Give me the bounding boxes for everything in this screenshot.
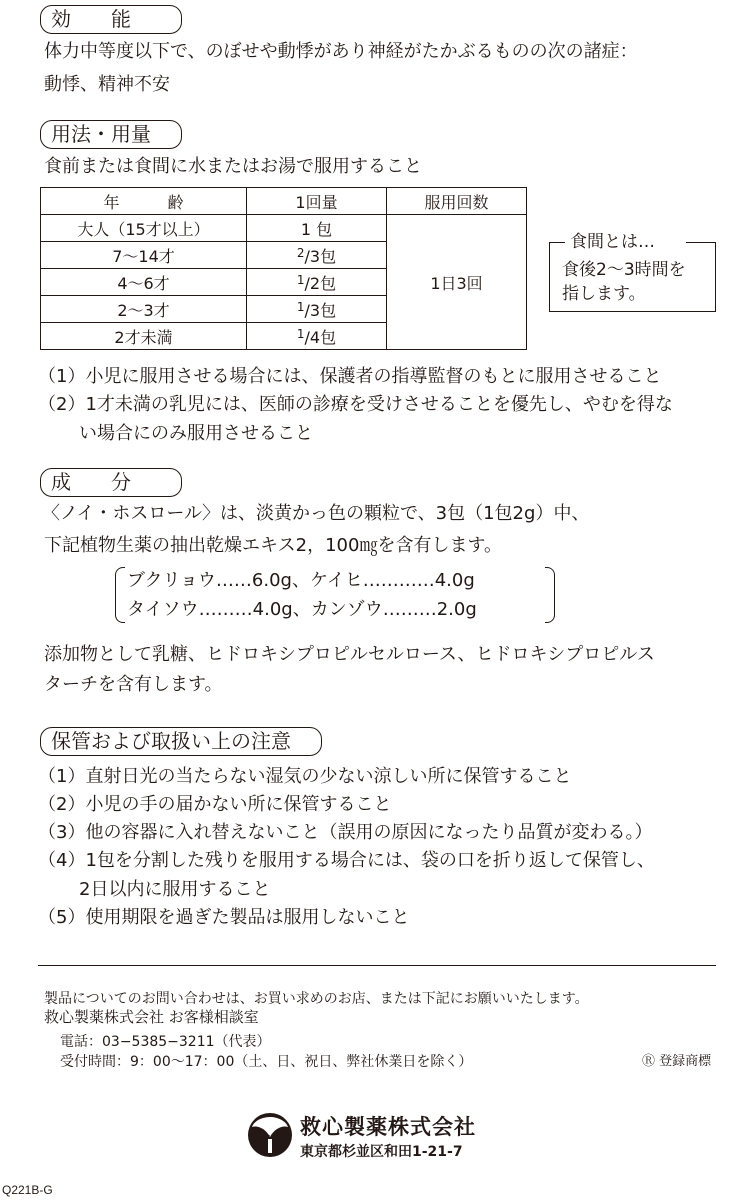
contact-intro: 製品についてのお問い合わせは、お買い求めのお店、または下記にお願いいたします。 — [44, 991, 589, 1007]
storage-item-1: （1）直射日光の当たらない湿気の少ない涼しい所に保管すること — [38, 766, 572, 787]
table-cell-dose: $^1$/2包 — [247, 269, 387, 296]
dosage-table — [40, 187, 527, 350]
table-cell-frequency: 1日3回 — [387, 215, 527, 350]
fraction-denominator: 4包 — [309, 327, 337, 347]
table-cell-age: 2～3才 — [41, 296, 247, 323]
product-code: Q221B-G — [2, 1183, 53, 1197]
storage-item-5: （5）使用期限を過ぎた製品は服用しないこと — [38, 907, 410, 928]
fraction-numerator: 2 — [296, 245, 305, 260]
fraction-denominator: 3包 — [309, 300, 337, 320]
table-header-dose: 1回量 — [247, 188, 387, 215]
storage-item-4: （4）1包を分割した残りを服用する場合には、袋の口を折り返して保管し、 — [38, 850, 655, 871]
bracket-right — [545, 567, 555, 623]
usage-intro-text: 食前または食間に水またはお湯で服用すること — [44, 156, 422, 177]
note-text-line2: 指します。 — [562, 284, 646, 304]
ingredients-text-line2: 下記植物生薬の抽出乾燥エキス2，100㎎を含有します。 — [44, 535, 503, 556]
table-header-age: 年 齢 — [41, 188, 247, 215]
table-cell-dose: $^1$/4包 — [247, 323, 387, 350]
trademark-note: Ⓡ 登録商標 — [642, 1054, 712, 1069]
fraction-numerator: 1 — [296, 299, 305, 314]
company-address: 東京都杉並区和田1-21-7 — [300, 1144, 463, 1160]
bracket-left — [115, 567, 125, 623]
section-heading-usage: 用法・用量 — [40, 120, 182, 149]
effects-text-line1: 体力中等度以下で、のぼせや動悸があり神経がたかぶるものの次の諸症： — [44, 41, 638, 62]
section-heading-effects: 効 能 — [40, 5, 182, 34]
table-header-frequency: 服用回数 — [387, 188, 527, 215]
table-cell-dose: 1 包 — [247, 215, 387, 242]
table-cell-age: 4～6才 — [41, 269, 247, 296]
table-cell-dose: $^1$/3包 — [247, 296, 387, 323]
usage-note-1: （1）小児に服用させる場合には、保護者の指導監督のもとに服用させること — [38, 366, 662, 387]
note-title: 食間とは… — [570, 232, 655, 252]
table-cell-dose: $^2$/3包 — [247, 242, 387, 269]
table-cell-age: 2才未満 — [41, 323, 247, 350]
company-logo-icon — [246, 1111, 294, 1159]
fraction-numerator: 1 — [296, 272, 305, 287]
table-cell-age: 大人（15才以上） — [41, 215, 247, 242]
section-heading-ingredients: 成 分 — [40, 468, 182, 497]
company-name: 救心製薬株式会社 — [300, 1115, 476, 1139]
ingredients-text-line1: 〈ノイ・ホスロール〉は、淡黄かっ色の顆粒で、3包（1包2g）中、 — [42, 503, 590, 524]
storage-item-4-cont: 2日以内に服用すること — [79, 879, 271, 900]
contact-desk: 救心製薬株式会社 お客様相談室 — [44, 1008, 259, 1026]
additives-text-line2: ターチを含有します。 — [44, 674, 223, 695]
fraction-numerator: 1 — [296, 326, 305, 341]
storage-item-2: （2）小児の手の届かない所に保管すること — [38, 794, 392, 815]
herb-line-1: ブクリョウ……6.0g、ケイヒ…………4.0g — [127, 570, 475, 591]
usage-note-2-cont: い場合にのみ服用させること — [79, 423, 313, 444]
table-header-row — [41, 188, 527, 215]
storage-item-3: （3）他の容器に入れ替えないこと（誤用の原因になったり品質が変わる。） — [38, 822, 653, 843]
contact-hours: 受付時間：9：00～17：00（土、日、祝日、弊社休業日を除く） — [60, 1054, 473, 1070]
section-heading-storage: 保管および取扱い上の注意 — [40, 727, 322, 756]
additives-text-line1: 添加物として乳糖、ヒドロキシプロピルセルロース、ヒドロキシプロピルス — [44, 644, 655, 665]
herb-line-2: タイソウ………4.0g、カンゾウ………2.0g — [127, 599, 477, 620]
table-row — [41, 215, 527, 242]
table-cell-age: 7～14才 — [41, 242, 247, 269]
usage-note-2: （2）1才未満の乳児には、医師の診療を受けさせることを優先し、やむを得な — [38, 394, 673, 415]
contact-phone: 電話：03−5385−3211（代表） — [60, 1034, 271, 1050]
divider — [38, 965, 716, 966]
effects-text-line2: 動悸、精神不安 — [44, 74, 170, 95]
note-text-line1: 食後2～3時間を — [562, 260, 686, 280]
fraction-denominator: 2包 — [309, 273, 337, 293]
fraction-denominator: 3包 — [309, 246, 337, 266]
